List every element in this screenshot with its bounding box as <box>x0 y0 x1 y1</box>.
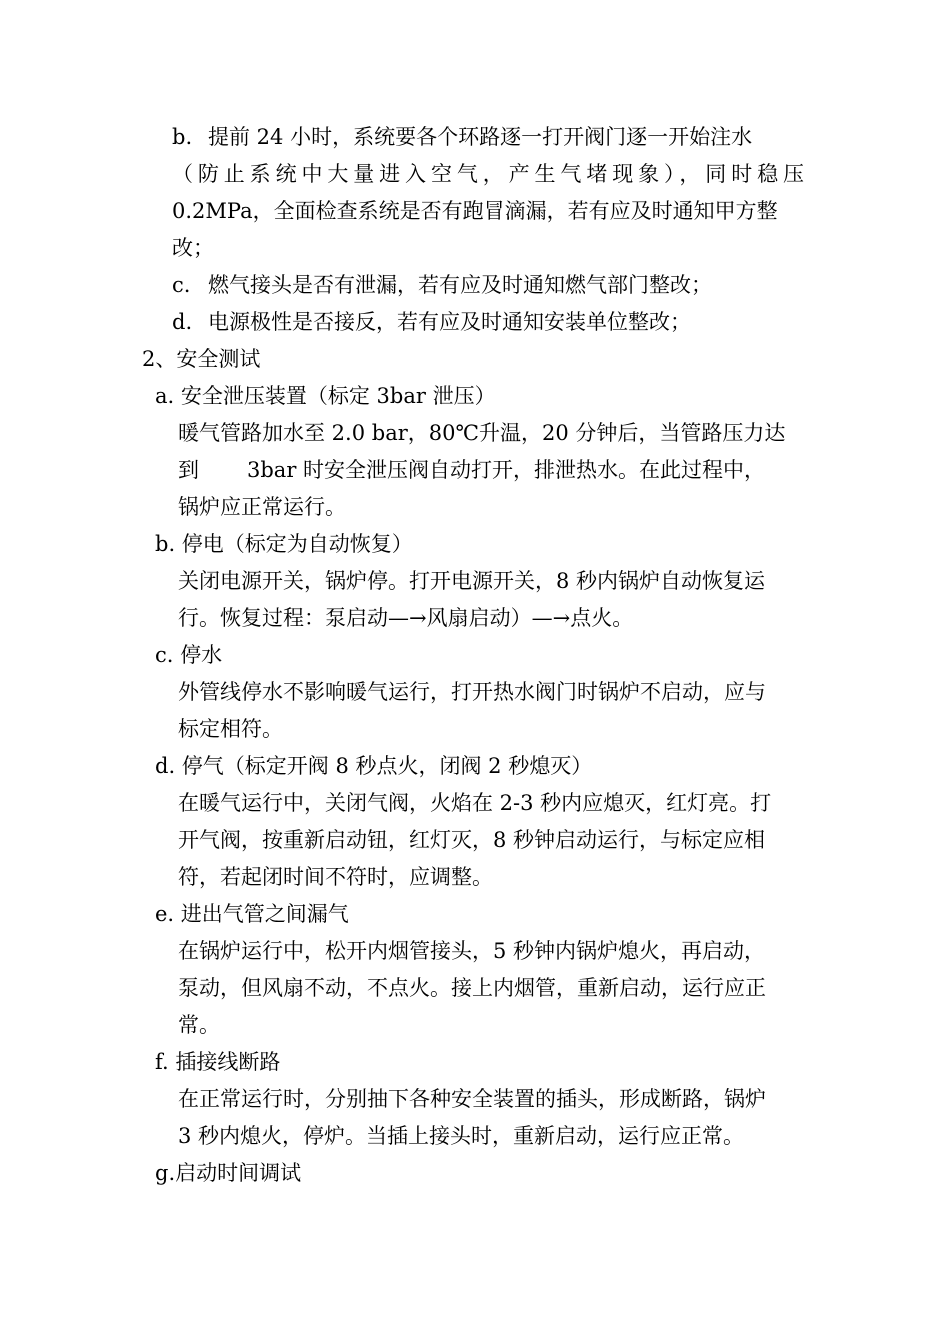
subsection-a-line1: 暖气管路加水至 2.0 bar，80℃升温，20 分钟后，当管路压力达 <box>178 421 786 445</box>
subsection-f-line1: 在正常运行时，分别抽下各种安全装置的插头，形成断路，锅炉 <box>178 1087 766 1111</box>
item-b-line1 <box>172 122 752 152</box>
item-b-line2: （防止系统中大量进入空气，产生气堵现象），同时稳压 <box>172 162 804 186</box>
subsection-c-line1: 外管线停水不影响暖气运行，打开热水阀门时锅炉不启动，应与 <box>178 680 766 704</box>
subsection-a-line2-start: 到 <box>178 458 199 482</box>
item-b-marker: b. <box>172 125 193 149</box>
subsection-a-line3: 锅炉应正常运行。 <box>178 495 346 519</box>
subsection-e-title: e. 进出气管之间漏气 <box>155 902 349 926</box>
item-b-line3: 0.2MPa，全面检查系统是否有跑冒滴漏，若有应及时通知甲方整 <box>172 199 778 223</box>
subsection-e-line3: 常。 <box>178 1013 220 1037</box>
subsection-c-line2: 标定相符。 <box>178 717 283 741</box>
item-c <box>172 270 712 300</box>
subsection-b-title: b. 停电（标定为自动恢复） <box>155 532 413 556</box>
item-c-text: 燃气接头是否有泄漏，若有应及时通知燃气部门整改； <box>208 273 712 297</box>
subsection-a-line2-end: 3bar 时安全泄压阀自动打开，排泄热水。在此过程中， <box>247 458 766 482</box>
subsection-e-line2: 泵动，但风扇不动，不点火。接上内烟管，重新启动，运行应正 <box>178 976 766 1000</box>
subsection-b-line2: 行。恢复过程：泵启动—→风扇启动）—→点火。 <box>178 606 634 630</box>
subsection-e-line1: 在锅炉运行中，松开内烟管接头，5 秒钟内锅炉熄火，再启动， <box>178 939 766 963</box>
item-c-marker: c. <box>172 273 191 297</box>
item-b-text-1: 提前 24 小时，系统要各个环路逐一打开阀门逐一开始注水 <box>208 125 753 149</box>
item-d-text: 电源极性是否接反，若有应及时通知安装单位整改； <box>208 310 691 334</box>
subsection-d-line3: 符，若起闭时间不符时，应调整。 <box>178 865 493 889</box>
item-d <box>172 307 691 337</box>
subsection-a-line2 <box>178 455 765 485</box>
item-b-line4: 改； <box>172 236 214 260</box>
subsection-d-title: d. 停气（标定开阀 8 秒点火，闭阀 2 秒熄灭） <box>155 754 593 778</box>
subsection-b-line1: 关闭电源开关，锅炉停。打开电源开关，8 秒内锅炉自动恢复运 <box>178 569 766 593</box>
item-d-marker: d. <box>172 310 193 334</box>
subsection-c-title: c. 停水 <box>155 643 223 667</box>
subsection-d-line1: 在暖气运行中，关闭气阀，火焰在 2-3 秒内应熄灭，红灯亮。打 <box>178 791 772 815</box>
subsection-a-title: a. 安全泄压装置（标定 3bar 泄压） <box>155 384 496 408</box>
subsection-d-line2: 开气阀，按重新启动钮，红灯灭，8 秒钟启动运行，与标定应相 <box>178 828 766 852</box>
section-2-heading: 2、安全测试 <box>142 347 261 371</box>
subsection-f-title: f. 插接线断路 <box>155 1050 281 1074</box>
subsection-f-line2: 3 秒内熄火，停炉。当插上接头时，重新启动，运行应正常。 <box>178 1124 745 1148</box>
subsection-g-title: g.启动时间调试 <box>155 1161 302 1185</box>
